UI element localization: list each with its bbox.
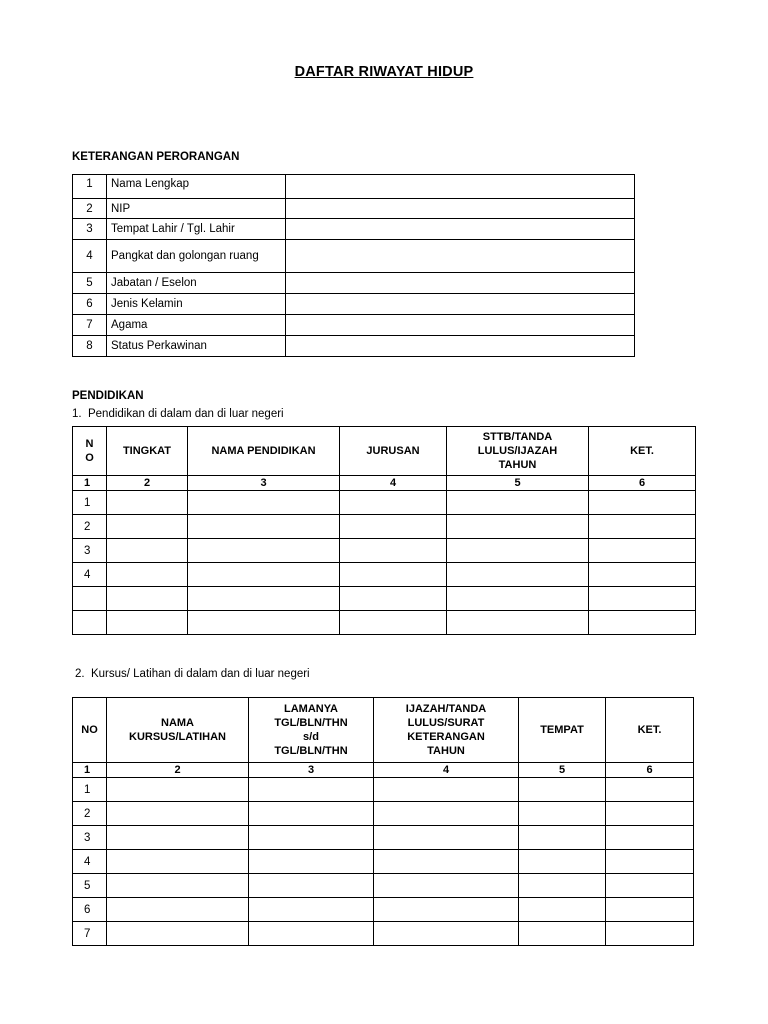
courses-table [72,697,694,946]
personal-row [73,336,635,357]
courses-empty-cell[interactable] [107,826,249,850]
courses-empty-cell[interactable] [519,874,606,898]
courses-empty-cell[interactable] [606,778,694,802]
education-table-row [73,563,696,587]
courses-empty-cell[interactable] [606,922,694,946]
education-empty-cell[interactable] [589,539,696,563]
education-row-number: 4 [73,563,107,587]
personal-row-label: Jabatan / Eselon [107,273,286,294]
courses-row-number: 3 [73,826,107,850]
personal-info-table [72,174,635,357]
courses-empty-cell[interactable] [374,802,519,826]
courses-empty-cell[interactable] [249,874,374,898]
personal-row-value[interactable] [286,294,635,315]
courses-empty-cell[interactable] [107,850,249,874]
courses-index-cell: 6 [606,763,694,778]
education-table-row [73,587,696,611]
education-empty-cell[interactable] [447,539,589,563]
education-table-row [73,539,696,563]
education-index-cell: 1 [73,476,107,491]
education-empty-cell[interactable] [589,515,696,539]
courses-index-cell: 4 [374,763,519,778]
courses-empty-cell[interactable] [374,778,519,802]
courses-empty-cell[interactable] [519,802,606,826]
courses-header-col-2: NAMA KURSUS/LATIHAN [107,698,249,763]
personal-row-value[interactable] [286,199,635,219]
personal-row-label: Pangkat dan golongan ruang [107,240,286,273]
personal-row-label: Jenis Kelamin [107,294,286,315]
education-empty-cell[interactable] [447,563,589,587]
personal-row-label: Nama Lengkap [107,175,286,199]
education-index-cell: 5 [447,476,589,491]
education-row-number: 3 [73,539,107,563]
courses-empty-cell[interactable] [249,826,374,850]
courses-empty-cell[interactable] [107,898,249,922]
education-header-col-4: JURUSAN [340,427,447,476]
courses-empty-cell[interactable] [606,874,694,898]
courses-table-row [73,826,694,850]
courses-empty-cell[interactable] [249,778,374,802]
courses-empty-cell[interactable] [606,826,694,850]
courses-index-cell: 5 [519,763,606,778]
courses-empty-cell[interactable] [374,850,519,874]
education-empty-cell[interactable] [188,563,340,587]
courses-header-col-1: NO [73,698,107,763]
courses-index-cell: 2 [107,763,249,778]
education-empty-cell[interactable] [447,611,589,635]
personal-row-label: Status Perkawinan [107,336,286,357]
education-row-number [73,611,107,635]
education-header-col-5: STTB/TANDA LULUS/IJAZAH TAHUN [447,427,589,476]
education-empty-cell[interactable] [589,491,696,515]
education-empty-cell[interactable] [188,491,340,515]
personal-row-value[interactable] [286,219,635,240]
personal-row-value[interactable] [286,315,635,336]
education-header-col-2: TINGKAT [107,427,188,476]
education-row-number [73,587,107,611]
personal-row-number: 4 [73,240,107,273]
personal-row [73,175,635,199]
courses-empty-cell[interactable] [519,922,606,946]
education-empty-cell[interactable] [188,515,340,539]
courses-header-col-3: LAMANYA TGL/BLN/THN s/d TGL/BLN/THN [249,698,374,763]
courses-table-row [73,898,694,922]
courses-empty-cell[interactable] [374,874,519,898]
personal-row-value[interactable] [286,273,635,294]
education-table [72,426,696,635]
personal-row-label: Agama [107,315,286,336]
courses-empty-cell[interactable] [107,802,249,826]
courses-row-number: 5 [73,874,107,898]
personal-row-number: 2 [73,199,107,219]
courses-empty-cell[interactable] [249,898,374,922]
personal-row-value[interactable] [286,336,635,357]
education-subheading: 1. Pendidikan di dalam dan di luar negeri [72,408,284,420]
education-empty-cell[interactable] [107,563,188,587]
personal-row-number: 7 [73,315,107,336]
courses-empty-cell[interactable] [606,898,694,922]
courses-empty-cell[interactable] [374,826,519,850]
courses-empty-cell[interactable] [249,802,374,826]
education-table-row [73,515,696,539]
education-header-col-3: NAMA PENDIDIKAN [188,427,340,476]
personal-row-value[interactable] [286,240,635,273]
education-empty-cell[interactable] [447,587,589,611]
education-empty-cell[interactable] [188,587,340,611]
education-empty-cell[interactable] [447,491,589,515]
education-empty-cell[interactable] [589,563,696,587]
courses-empty-cell[interactable] [107,778,249,802]
education-empty-cell[interactable] [188,539,340,563]
education-index-cell: 4 [340,476,447,491]
education-empty-cell[interactable] [340,563,447,587]
education-empty-cell[interactable] [107,491,188,515]
courses-empty-cell[interactable] [249,922,374,946]
courses-header-col-5: TEMPAT [519,698,606,763]
courses-row-number: 6 [73,898,107,922]
courses-empty-cell[interactable] [606,850,694,874]
courses-empty-cell[interactable] [107,874,249,898]
courses-empty-cell[interactable] [519,850,606,874]
education-row-number: 1 [73,491,107,515]
education-empty-cell[interactable] [340,611,447,635]
education-row-number: 2 [73,515,107,539]
education-empty-cell[interactable] [340,539,447,563]
education-empty-cell[interactable] [589,611,696,635]
courses-empty-cell[interactable] [107,922,249,946]
courses-index-cell: 1 [73,763,107,778]
personal-row [73,294,635,315]
courses-empty-cell[interactable] [249,850,374,874]
courses-empty-cell[interactable] [519,778,606,802]
courses-empty-cell[interactable] [606,802,694,826]
education-empty-cell[interactable] [589,587,696,611]
courses-empty-cell[interactable] [519,898,606,922]
personal-row-number: 1 [73,175,107,199]
education-index-cell: 2 [107,476,188,491]
personal-row-value[interactable] [286,175,635,199]
courses-index-cell: 3 [249,763,374,778]
education-empty-cell[interactable] [188,611,340,635]
education-empty-cell[interactable] [340,515,447,539]
courses-subheading: 2. Kursus/ Latihan di dalam dan di luar negeri [75,668,310,680]
education-table-row [73,491,696,515]
education-empty-cell[interactable] [447,515,589,539]
courses-row-number: 7 [73,922,107,946]
personal-section-heading: KETERANGAN PERORANGAN [72,151,240,163]
courses-empty-cell[interactable] [374,898,519,922]
education-empty-cell[interactable] [107,611,188,635]
personal-row [73,273,635,294]
courses-table-row [73,922,694,946]
personal-row-number: 8 [73,336,107,357]
courses-table-row [73,778,694,802]
personal-row-label: NIP [107,199,286,219]
personal-row-label: Tempat Lahir / Tgl. Lahir [107,219,286,240]
education-section-heading: PENDIDIKAN [72,390,144,402]
courses-header-col-4: IJAZAH/TANDA LULUS/SURAT KETERANGAN TAHUN [374,698,519,763]
personal-row [73,199,635,219]
personal-row-number: 6 [73,294,107,315]
education-header-col-1: N O [73,427,107,476]
personal-row [73,315,635,336]
education-index-cell: 6 [589,476,696,491]
courses-row-number: 4 [73,850,107,874]
education-empty-cell[interactable] [107,587,188,611]
education-empty-cell[interactable] [340,587,447,611]
education-empty-cell[interactable] [107,539,188,563]
courses-empty-cell[interactable] [374,922,519,946]
courses-table-row [73,874,694,898]
document-title: DAFTAR RIWAYAT HIDUP [294,64,474,80]
education-empty-cell[interactable] [340,491,447,515]
personal-row [73,219,635,240]
personal-row [73,240,635,273]
courses-table-row [73,802,694,826]
courses-table-row [73,850,694,874]
courses-header-col-6: KET. [606,698,694,763]
education-empty-cell[interactable] [107,515,188,539]
courses-row-number: 2 [73,802,107,826]
education-header-col-6: KET. [589,427,696,476]
education-index-cell: 3 [188,476,340,491]
education-table-row [73,611,696,635]
courses-row-number: 1 [73,778,107,802]
courses-empty-cell[interactable] [519,826,606,850]
personal-row-number: 3 [73,219,107,240]
personal-row-number: 5 [73,273,107,294]
